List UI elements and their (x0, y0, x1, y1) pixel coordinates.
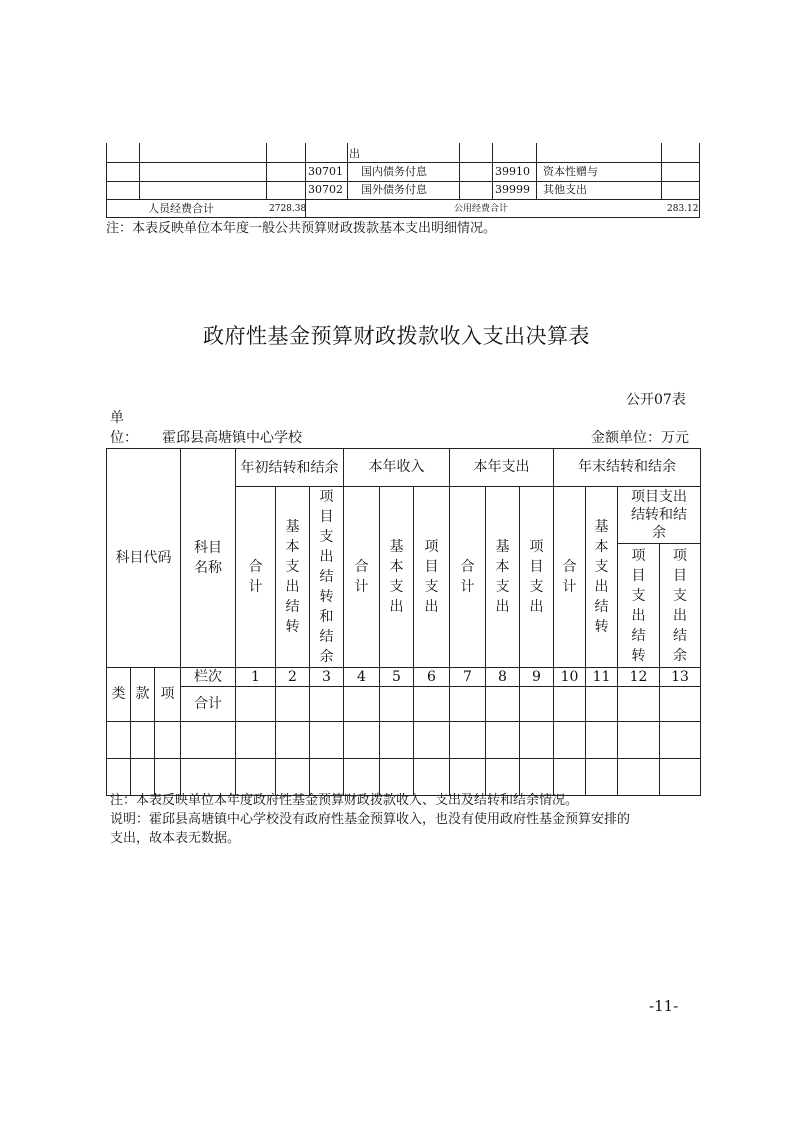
name-cell: 国外债务付息 (361, 183, 427, 196)
unit-label-2: 位： (110, 430, 138, 446)
code-cell: 39999 (495, 183, 530, 196)
column-number: 4 (344, 668, 380, 687)
explanation-line-1: 说明：霍邱县高塘镇中心学校没有政府性基金预算收入，也没有使用政府性基金预算安排的 (110, 812, 631, 827)
table-row (107, 687, 701, 722)
previous-table (106, 143, 700, 218)
header-group-expense: 本年支出 (450, 449, 554, 487)
column-number: 6 (414, 668, 450, 687)
header-end-project-surplus: 项目支出结余 (660, 544, 701, 668)
header-begin-total: 合计 (236, 487, 276, 668)
header-end-total: 合计 (554, 487, 586, 668)
table-row (107, 759, 701, 796)
header-kuan: 款 (131, 668, 155, 722)
code-cell: 30701 (308, 165, 343, 178)
header-group-income: 本年收入 (344, 449, 450, 487)
form-number: 公开07表 (626, 392, 686, 408)
column-number: 9 (520, 668, 554, 687)
previous-table-note: 注：本表反映单位本年度一般公共预算财政拨款基本支出明细情况。 (106, 221, 497, 236)
column-number: 3 (310, 668, 344, 687)
explanation-line-2: 支出，故本表无数据。 (110, 831, 241, 846)
header-group-begin: 年初结转和结余 (236, 449, 344, 487)
header-begin-basic: 基本支出结转 (276, 487, 310, 668)
header-lei: 类 (107, 668, 131, 722)
column-number: 1 (236, 668, 276, 687)
name-cell: 国内债务付息 (361, 165, 427, 178)
header-end-project-carry: 项目支出结转 (618, 544, 660, 668)
table-row (107, 722, 701, 759)
header-expense-basic: 基本支出 (486, 487, 520, 668)
column-number: 12 (618, 668, 660, 687)
table-note: 注：本表反映单位本年度政府性基金预算财政拨款收入、支出及结转和结余情况。 (110, 793, 579, 808)
column-number: 11 (586, 668, 618, 687)
public-total-label: 公用经费合计 (454, 204, 509, 214)
header-group-end: 年末结转和结余 (554, 449, 701, 487)
page-title: 政府性基金预算财政拨款收入支出决算表 (203, 324, 590, 348)
header-expense-project: 项目支出 (520, 487, 554, 668)
header-end-basic: 基本支出结转 (586, 487, 618, 668)
unit-name: 霍邱县高塘镇中心学校 (162, 430, 302, 446)
header-subject-code: 科目代码 (107, 449, 181, 668)
total-row-label: 合计 (181, 687, 236, 722)
header-end-project: 项目支出结转和结余 (618, 487, 701, 544)
row-number-label: 栏次 (181, 668, 236, 687)
column-number: 13 (660, 668, 701, 687)
name-cell: 资本性赠与 (543, 165, 598, 178)
fund-budget-table (106, 448, 701, 796)
header-income-total: 合计 (344, 487, 380, 668)
public-total-value: 283.12 (667, 204, 699, 214)
code-cell: 39910 (495, 165, 530, 178)
personnel-total-label: 人员经费合计 (148, 202, 214, 215)
column-number: 7 (450, 668, 486, 687)
column-number: 10 (554, 668, 586, 687)
amount-unit: 金额单位：万元 (591, 430, 689, 446)
column-number: 2 (276, 668, 310, 687)
name-cell: 其他支出 (543, 183, 587, 196)
continuation-text: 出 (349, 147, 360, 160)
header-expense-total: 合计 (450, 487, 486, 668)
page-number: -11- (649, 997, 679, 1015)
header-income-basic: 基本支出 (380, 487, 414, 668)
header-subject-name: 科目名称 (181, 449, 236, 668)
column-number: 8 (486, 668, 520, 687)
header-income-project: 项目支出 (414, 487, 450, 668)
personnel-total-value: 2728.38 (269, 204, 307, 214)
unit-label: 单 (110, 410, 124, 426)
column-number: 5 (380, 668, 414, 687)
header-xiang: 项 (155, 668, 181, 722)
code-cell: 30702 (308, 183, 343, 196)
header-begin-project: 项目支出结转和结余 (310, 487, 344, 668)
